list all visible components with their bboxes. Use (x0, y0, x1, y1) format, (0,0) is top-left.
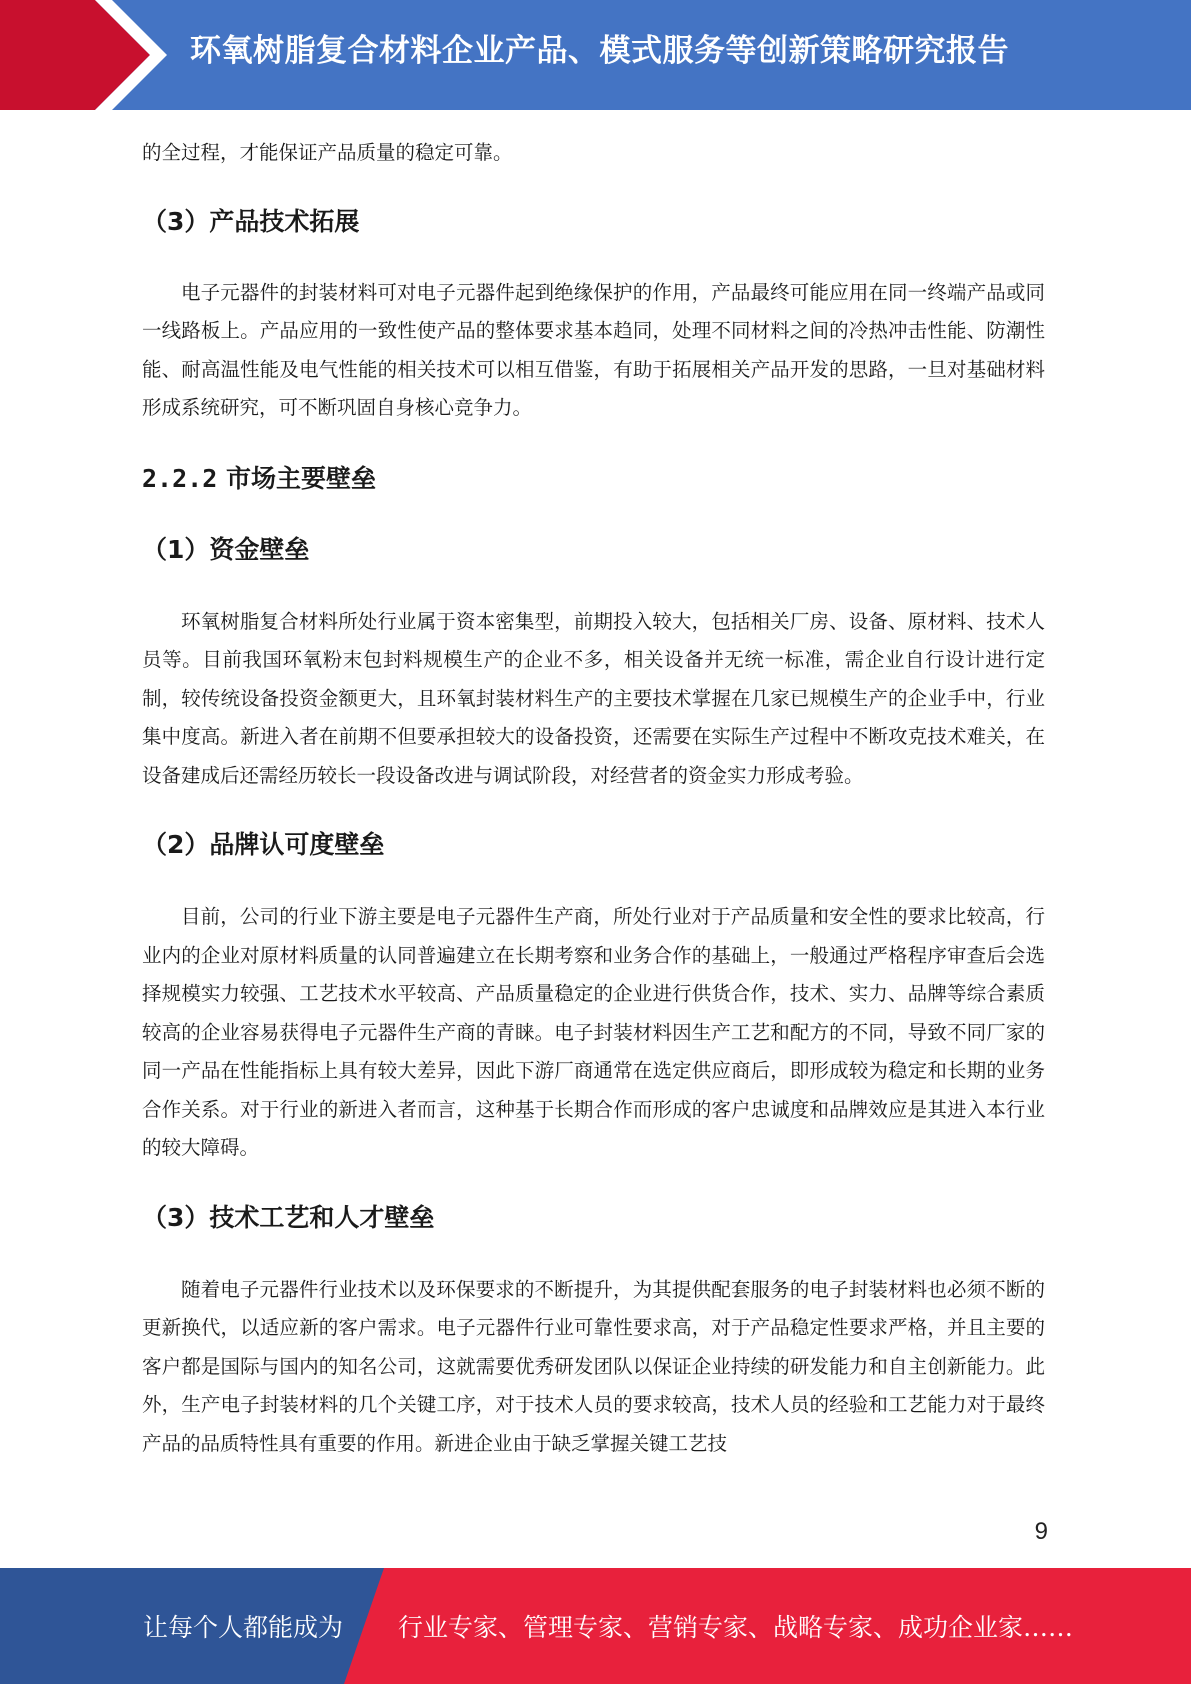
paragraph-tech-talent-barrier: 随着电子元器件行业技术以及环保要求的不断提升，为其提供配套服务的电子封装材料也必须不断的更新换代，以适应新的客户需求。电子元器件行业可靠性要求高，对于产品稳定性要求严格，并且主要的客户都是国际与国内的知名公司，这就需要优秀研发团队以保证企业持续的研发能力和自主创新能力。此外，生产电子封装材料的几个关键工序，对于技术人员的要求较高，技术人员的经验和工艺能力对于最终产品的品质特性具有重要的作用。新进企业由于缺乏掌握关键工艺技 (142, 1277, 1045, 1455)
page-number: 9 (1034, 1518, 1048, 1545)
paragraph-capital-barrier: 环氧树脂复合材料所处行业属于资本密集型，前期投入较大，包括相关厂房、设备、原材料、技术人员等。目前我国环氧粉末包封料规模生产的企业不多，相关设备并无统一标准，需企业自行设计进行定制，较传统设备投资金额更大，且环氧封装材料生产的主要技术掌握在几家已规模生产的企业手中，行业集中度高。新进入者在前期不但要承担较大的设备投资，还需要在实际生产过程中不断攻克技术难关，在设备建成后还需经历较长一段设备改进与调试阶段，对经营者的资金实力形成考验。 (142, 609, 1045, 787)
subheading-capital-barrier: （1）资金壁垒 (142, 534, 310, 564)
section-title: 市场主要壁垒 (225, 463, 376, 493)
paragraph-brand-barrier: 目前，公司的行业下游主要是电子元器件生产商，所处行业对于产品质量和安全性的要求比较高，行业内的企业对原材料质量的认同普遍建立在长期考察和业务合作的基础上，一般通过严格程序审查后会选择规模实力较强、工艺技术水平较高、产品质量稳定的企业进行供货合作，技术、实力、品牌等综合素质较高的企业容易获得电子元器件生产商的青睐。电子封装材料因生产工艺和配方的不同，导致不同厂家的同一产品在性能指标上具有较大差异，因此下游厂商通常在选定供应商后，即形成较为稳定和长期的业务合作关系。对于行业的新进入者而言，这种基于长期合作而形成的客户忠诚度和品牌效应是其进入本行业的较大障碍。 (142, 905, 1045, 1159)
paragraph-product-tech: 电子元器件的封装材料可对电子元器件起到绝缘保护的作用，产品最终可能应用在同一终端产品或同一线路板上。产品应用的一致性使产品的整体要求基本趋同，处理不同材料之间的冷热冲击性能、防潮性能、耐高温性能及电气性能的相关技术可以相互借鉴，有助于拓展相关产品开发的思路，一旦对基础材料形成系统研究，可不断巩固自身核心竞争力。 (142, 280, 1045, 419)
subheading-brand-barrier: （2）品牌认可度壁垒 (142, 830, 385, 859)
page-header (0, 0, 1191, 110)
subheading-tech-talent-barrier: （3）技术工艺和人才壁垒 (142, 1202, 435, 1232)
section-heading-market-barriers (142, 459, 1045, 499)
page-content (142, 134, 1045, 1463)
subheading-product-tech-expansion: （3）产品技术拓展 (142, 206, 360, 236)
footer-slogan-left: 让每个人都能成为 (143, 1613, 344, 1642)
section-number: 2.2.2 (142, 463, 218, 493)
footer-slogan-right: 行业专家、管理专家、营销专家、战略专家、成功企业家…… (398, 1613, 1074, 1642)
paragraph-continued: 的全过程，才能保证产品质量的稳定可靠。 (142, 141, 513, 164)
page-footer (0, 1568, 1191, 1684)
report-title: 环氧树脂复合材料企业产品、模式服务等创新策略研究报告 (190, 33, 1009, 69)
